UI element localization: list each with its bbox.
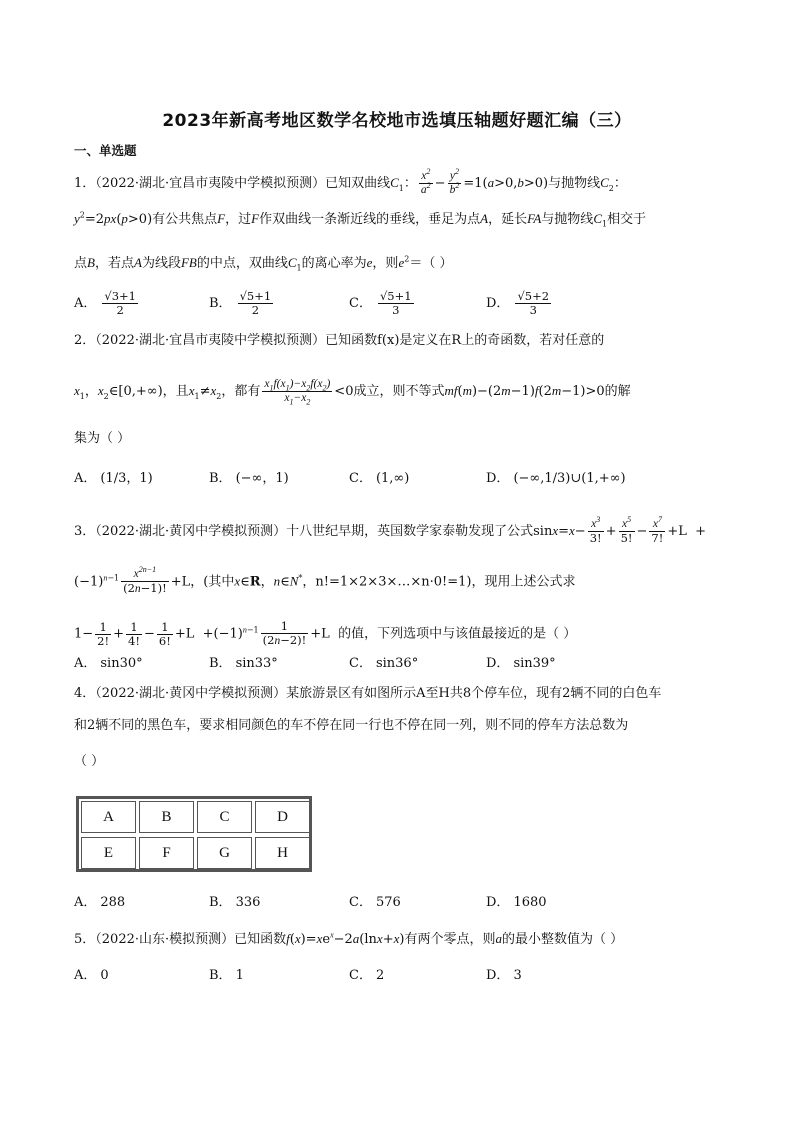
parking-slot: G (197, 837, 252, 869)
q2-text: 的解 (604, 384, 631, 400)
option-denominator: 3 (529, 303, 537, 318)
q4-option-c[interactable] (349, 896, 401, 909)
q1-text: ＝（ ） (409, 256, 453, 271)
q3-text: ， (260, 574, 274, 590)
q4-line-3: （ ） (74, 754, 105, 769)
q4-line-2: 和2辆不同的黑色车，要求相同颜色的车不停在同一行也不停在同一列，则不同的停车方法总数为 (74, 718, 629, 733)
q2-text: ，都有 (221, 384, 261, 400)
q1-text: ，则 (372, 256, 399, 271)
option-label: D． (486, 968, 510, 983)
q2-line-3: 集为（ ） (74, 431, 131, 446)
option-text: sin33° (235, 656, 278, 671)
q1-text: 与抛物线 (548, 176, 601, 192)
q3-option-b[interactable] (209, 657, 278, 670)
q3-text: ，n!=1×2×3×…×n·0!=1)，现用上述公式求 (302, 574, 576, 590)
q4-option-b[interactable] (209, 896, 260, 909)
q5-line-1: 5．（2022·山东·模拟预测）已知函数$f(x)=xe^x-2a(\ln x+x)$有两个零点，则a的最小整数值为（ ） (74, 930, 624, 947)
q1-option-b[interactable] (209, 290, 275, 317)
option-text: 0 (100, 968, 109, 983)
option-label: A． (74, 471, 97, 486)
option-text: 288 (100, 895, 126, 910)
q2-text: 成立，则不等式 (353, 384, 445, 400)
option-denominator: 3 (392, 303, 400, 318)
option-text: 576 (375, 895, 401, 910)
option-label: C． (349, 968, 372, 983)
section-heading: 一、单选题 (74, 143, 137, 158)
q1-line-1: 1．（2022·湖北·宜昌市夷陵中学模拟预测）已知双曲线$C_1$： $\frac{x^2}{a^2}$ − $\frac{y^2}{b^2}$ =1(a>0,b>0)与抛物线$C_2$： (74, 167, 627, 197)
q1-text: 1．（2022·湖北·宜昌市夷陵中学模拟预测）已知双曲线 (74, 176, 391, 192)
option-denominator: 2 (251, 303, 260, 318)
option-label: C． (349, 296, 372, 312)
parking-slot: B (139, 801, 194, 833)
option-label: D． (486, 895, 510, 910)
q3-option-a[interactable] (74, 657, 143, 670)
q3-option-d[interactable] (486, 657, 556, 670)
option-numerator: √5+2 (517, 289, 550, 303)
option-text: sin39° (513, 656, 556, 671)
option-label: A． (74, 296, 97, 312)
q5-text: 5．（2022·山东·模拟预测）已知函数 (74, 932, 287, 947)
option-text: (−∞,1/3)∪(1,+∞) (513, 471, 626, 486)
parking-slot: C (197, 801, 252, 833)
option-label: B． (209, 471, 232, 486)
option-label: B． (209, 968, 232, 983)
q5-option-c[interactable] (349, 969, 384, 982)
option-text: sin36° (375, 656, 419, 671)
option-text: (1/3，1) (100, 471, 153, 486)
option-label: D． (486, 471, 510, 486)
q2-line-2: $x_1$，$x_2\in[0,+\infty)$，且$x_1\ne x_2$，都有 $\frac{x_1f(x_1)-x_2f(x_2)}{x_1-x_2}$ <0成立，则不等式mf(m)−(2m−1)f(2m−1)>0的解 (74, 378, 631, 407)
page-title: 2023年新高考地区数学名校地市选填压轴题好题汇编（三） (162, 111, 632, 131)
q2-option-b[interactable] (209, 472, 289, 485)
q2-text: ，且 (162, 384, 189, 400)
q1-option-a[interactable] (74, 290, 140, 317)
q3-text: ，(其中 (190, 574, 235, 590)
option-text: 3 (513, 968, 522, 983)
parking-slot: A (81, 801, 136, 833)
option-text: 2 (375, 968, 385, 983)
option-numerator: √5+1 (239, 289, 272, 303)
parking-slot: H (255, 837, 310, 869)
q2-option-a[interactable] (74, 472, 153, 485)
option-label: C． (349, 471, 372, 486)
option-text: 336 (235, 895, 261, 910)
q5-text: 有两个零点，则 (404, 932, 496, 947)
q5-text: 的最小整数值为（ ） (501, 932, 624, 947)
q4-option-a[interactable] (74, 896, 125, 909)
parking-slot: F (139, 837, 194, 869)
q1-text: ，若点 (94, 256, 134, 271)
q1-text: 的离心率为 (301, 256, 367, 271)
q1-line-3: 点B，若点A为线段FB的中点，双曲线$C_1$的离心率为e，则$e^2=$（ ） (74, 254, 453, 273)
option-numerator: √3+1 (104, 289, 136, 303)
q3-line-1: 3．（2022·湖北·黄冈中学模拟预测）十八世纪早期，英国数学家泰勒发现了公式sinx=x− $\frac{x^3}{3!}$ + $\frac{x^5}{5!}$ − $\frac{x^7}{7!}$ +L + (74, 515, 707, 546)
q3-text: 3．（2022·湖北·黄冈中学模拟预测）十八世纪早期，英国数学家泰勒发现了公式 (74, 524, 534, 540)
q3-text: 的值，下列选项中与该值最接近的是（ ） (338, 626, 577, 642)
parking-slot: E (81, 837, 136, 869)
option-label: D． (486, 296, 510, 312)
q1-option-d[interactable] (486, 290, 553, 317)
q1-option-c[interactable] (349, 290, 416, 317)
q1-line-2: $y^2=2px(p>0)$有公共焦点F，过F作双曲线一条渐近线的垂线，垂足为点A，延长FA与抛物线$C_1$相交于 (74, 210, 647, 229)
option-denominator: 2 (116, 303, 124, 318)
option-text: (−∞，1) (235, 471, 289, 486)
option-label: A． (74, 968, 97, 983)
q1-text: 为线段 (141, 256, 181, 271)
option-label: B． (209, 895, 232, 910)
q1-text: 相交于 (607, 212, 647, 227)
option-label: B． (209, 656, 232, 671)
option-text: (1,∞) (375, 471, 410, 486)
parking-slot: D (255, 801, 310, 833)
option-text: sin30° (100, 656, 143, 671)
option-label: A． (74, 895, 97, 910)
parking-grid (76, 796, 312, 872)
q5-option-a[interactable] (74, 969, 109, 982)
q1-text: 与抛物线 (541, 212, 594, 227)
q5-option-b[interactable] (209, 969, 244, 982)
option-label: C． (349, 895, 372, 910)
option-label: C． (349, 656, 372, 671)
option-text: 1680 (513, 895, 547, 910)
q2-option-d[interactable] (486, 472, 626, 485)
q4-line-1: 4．（2022·湖北·黄冈中学模拟预测）某旅游景区有如图所示A至H共8个停车位，现有2辆不同的白色车 (74, 686, 662, 701)
q1-text: ，延长 (488, 212, 528, 227)
q1-text: 点 (74, 256, 88, 271)
q1-text: 作双曲线一条渐近线的垂线，垂足为点 (259, 212, 481, 227)
option-text: 1 (235, 968, 244, 983)
q3-line-2: $(-1)^{n-1}$ $\frac{x^{2n-1}}{(2n-1)!}$ +L，(其中x∈R，n∈N*，n!=1×2×3×…×n·0!=1)，现用上述公式求 (74, 565, 576, 596)
option-label: D． (486, 656, 510, 671)
option-label: B． (209, 296, 232, 312)
q1-text: 有公共焦点 (152, 212, 218, 227)
q5-option-d[interactable] (486, 969, 522, 982)
q2-line-1: 2．（2022·湖北·宜昌市夷陵中学模拟预测）已知函数f(x)是定义在R上的奇函数，若对任意的 (74, 333, 605, 348)
q1-text: ，过 (225, 212, 252, 227)
option-label: A． (74, 656, 97, 671)
option-numerator: √5+1 (379, 289, 412, 303)
q2-option-c[interactable] (349, 472, 409, 485)
q4-option-d[interactable] (486, 896, 547, 909)
q3-option-c[interactable] (349, 657, 418, 670)
q1-text: 的中点，双曲线 (196, 256, 288, 271)
q3-line-3: 1− $\frac{1}{2!}$ + $\frac{1}{4!}$ − $\frac{1}{6!}$ $+L +(-1)^{n-1}$ $\frac{1}{(2n-2)!}$ +L 的值，下列选项中与该值最接近的是（ ） (74, 619, 577, 648)
